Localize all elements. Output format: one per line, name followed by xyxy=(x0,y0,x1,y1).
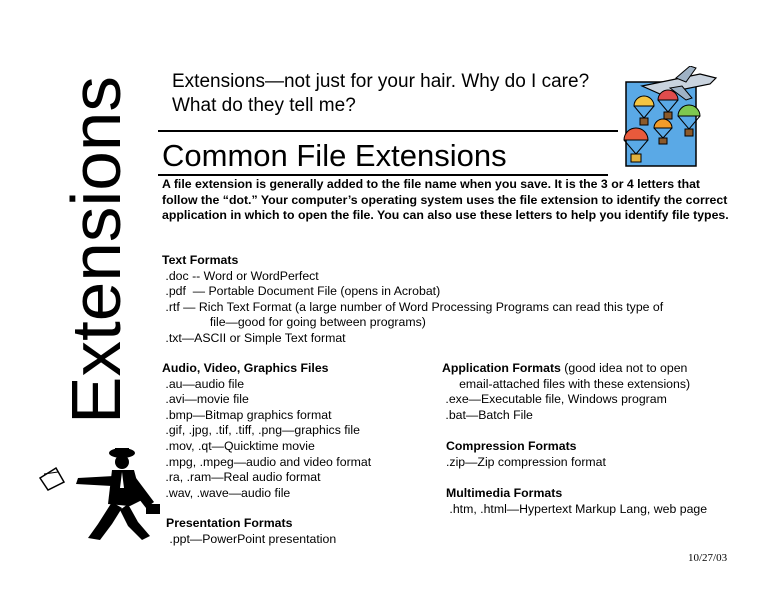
section-heading: Presentation Formats xyxy=(166,516,293,530)
section-heading: Compression Formats xyxy=(446,439,577,453)
list-item: .avi—movie file xyxy=(162,392,249,407)
list-item: .zip—Zip compression format xyxy=(446,454,606,469)
list-item: .au—audio file xyxy=(162,376,245,391)
list-item: email-attached files with these extensions) xyxy=(442,376,691,391)
subtitle-line-1: Extensions—not just for your hair. Why do I care? xyxy=(172,71,590,92)
subtitle xyxy=(172,70,589,118)
intro-paragraph: A file extension is generally added to the file name when you save. It is the 3 or 4 letters that follow the “dot.” Your computer’s operating system uses the file extension to identify the correct application in which to open the file. You can also use these letters to help you identify file types. xyxy=(162,177,729,222)
list-item: file—good for going between programs) xyxy=(162,315,426,330)
list-item: .ra, .ram—Real audio format xyxy=(162,470,321,485)
list-item: .doc -- Word or WordPerfect xyxy=(162,268,319,283)
walking-man-clipart-icon xyxy=(38,444,162,542)
list-item: .bmp—Bitmap graphics format xyxy=(162,407,332,422)
divider-heading xyxy=(158,174,608,176)
section-heading: Multimedia Formats xyxy=(446,486,563,500)
section-heading-note: (good idea not to open xyxy=(560,361,688,375)
section-presentation-formats xyxy=(166,516,336,547)
vertical-title-svg xyxy=(8,72,128,432)
section-application-formats xyxy=(442,361,690,423)
airplane-clipart-icon xyxy=(620,66,720,170)
section-multimedia-formats xyxy=(446,486,707,517)
list-item: .htm, .html—Hypertext Markup Lang, web page xyxy=(446,501,708,516)
subtitle-line-2: What do they tell me? xyxy=(172,95,356,116)
section-heading-row xyxy=(442,361,690,377)
list-item: .ppt—PowerPoint presentation xyxy=(166,531,337,546)
section-compression-formats xyxy=(446,439,606,470)
list-item: .txt—ASCII or Simple Text format xyxy=(162,330,346,345)
list-item: .pdf — Portable Document File (opens in Acrobat) xyxy=(162,284,441,299)
vertical-title xyxy=(8,72,128,432)
section-heading: Text Formats xyxy=(162,253,239,267)
list-item: .exe—Executable file, Windows program xyxy=(442,392,667,407)
list-item: .gif, .jpg, .tif, .tiff, .png—graphics file xyxy=(162,423,360,438)
section-heading: Application Formats xyxy=(442,361,561,375)
date-stamp: 10/27/03 xyxy=(688,552,728,564)
section-heading: Audio, Video, Graphics Files xyxy=(162,361,329,375)
page-heading: Common File Extensions xyxy=(162,138,507,173)
list-item: .mov, .qt—Quicktime movie xyxy=(162,438,315,453)
section-audio-video-graphics xyxy=(162,361,371,501)
section-text-formats xyxy=(162,253,663,347)
list-item: .rtf — Rich Text Format (a large number of Word Processing Programs can read this type of xyxy=(162,299,664,314)
divider-top xyxy=(158,130,618,132)
list-item: .bat—Batch File xyxy=(442,407,533,422)
list-item: .wav, .wave—audio file xyxy=(162,485,291,500)
vertical-title-text: Extensions xyxy=(57,81,128,424)
list-item: .mpg, .mpeg—audio and video format xyxy=(162,454,372,469)
